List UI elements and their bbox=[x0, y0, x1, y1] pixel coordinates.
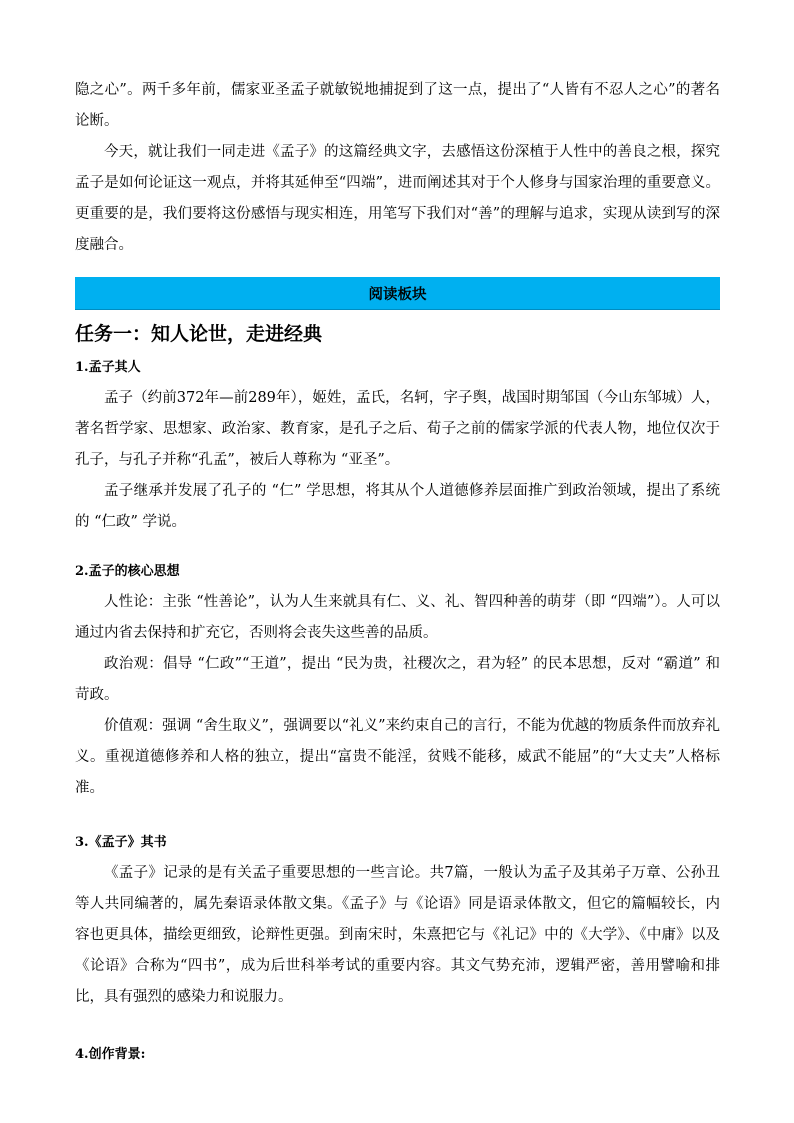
section-banner bbox=[75, 277, 720, 310]
section-heading: 4.创作背景: bbox=[75, 1047, 146, 1062]
body-paragraph: 人性论：主张 “性善论”，认为人生来就具有仁、义、礼、智四种善的萌芽（即 “四端”）。人可以通过内省去保持和扩充它，否则将会丧失这些善的品质。 bbox=[75, 594, 720, 641]
task-title: 任务一：知人论世，走进经典 bbox=[75, 323, 323, 345]
section-heading: 3.《孟子》其书 bbox=[75, 835, 167, 850]
banner-label: 阅读板块 bbox=[368, 285, 427, 303]
body-paragraph: 孟子（约前372年—前289年），姬姓，孟氏，名轲，字子舆，战国时期邹国（今山东邹城）人，著名哲学家、思想家、政治家、教育家，是孔子之后、荀子之前的儒家学派的代表人物，地位仅次于孔子，与孔子并称“孔孟”，被后人尊称为 “亚圣”。 bbox=[75, 390, 720, 468]
body-paragraph: 价值观：强调 “舍生取义”，强调要以“礼义”来约束自己的言行，不能为优越的物质条件而放弃礼义。重视道德修养和人格的独立，提出“富贵不能淫，贫贱不能移，威武不能屈”的“大丈夫”人格标准。 bbox=[75, 718, 720, 796]
body-paragraph: 政治观：倡导 “仁政”“王道”，提出 “民为贵，社稷次之，君为轻” 的民本思想，反对 “霸道” 和苛政。 bbox=[75, 656, 720, 703]
intro-paragraph: 今天，就让我们一同走进《孟子》的这篇经典文字，去感悟这份深植于人性中的善良之根，探究孟子是如何论证这一观点，并将其延伸至“四端”，进而阐述其对于个人修身与国家治理的重要意义。更重要的是，我们要将这份感悟与现实相连，用笔写下我们对“善”的理解与追求，实现从读到写的深度融合。 bbox=[75, 144, 720, 253]
body-paragraph: 孟子继承并发展了孔子的 “仁” 学思想，将其从个人道德修养层面推广到政治领域，提出了系统的 “仁政” 学说。 bbox=[75, 483, 720, 530]
intro-paragraph: 隐之心”。两千多年前，儒家亚圣孟子就敏锐地捕捉到了这一点，提出了“人皆有不忍人之心”的著名论断。 bbox=[75, 82, 720, 129]
section-heading: 1.孟子其人 bbox=[75, 360, 141, 375]
section-heading: 2.孟子的核心思想 bbox=[75, 564, 180, 579]
document-page bbox=[75, 0, 720, 1070]
body-paragraph: 《孟子》记录的是有关孟子重要思想的一些言论。共7篇，一般认为孟子及其弟子万章、公孙丑等人共同编著的，属先秦语录体散文集。《孟子》与《论语》同是语录体散文，但它的篇幅较长，内容也更具体，描绘更细致，论辩性更强。到南宋时，朱熹把它与《礼记》中的《大学》、《中庸》以及《论语》合称为“四书”，成为后世科举考试的重要内容。其文气势充沛，逻辑严密，善用譬喻和排比，具有强烈的感染力和说服力。 bbox=[75, 865, 720, 1005]
